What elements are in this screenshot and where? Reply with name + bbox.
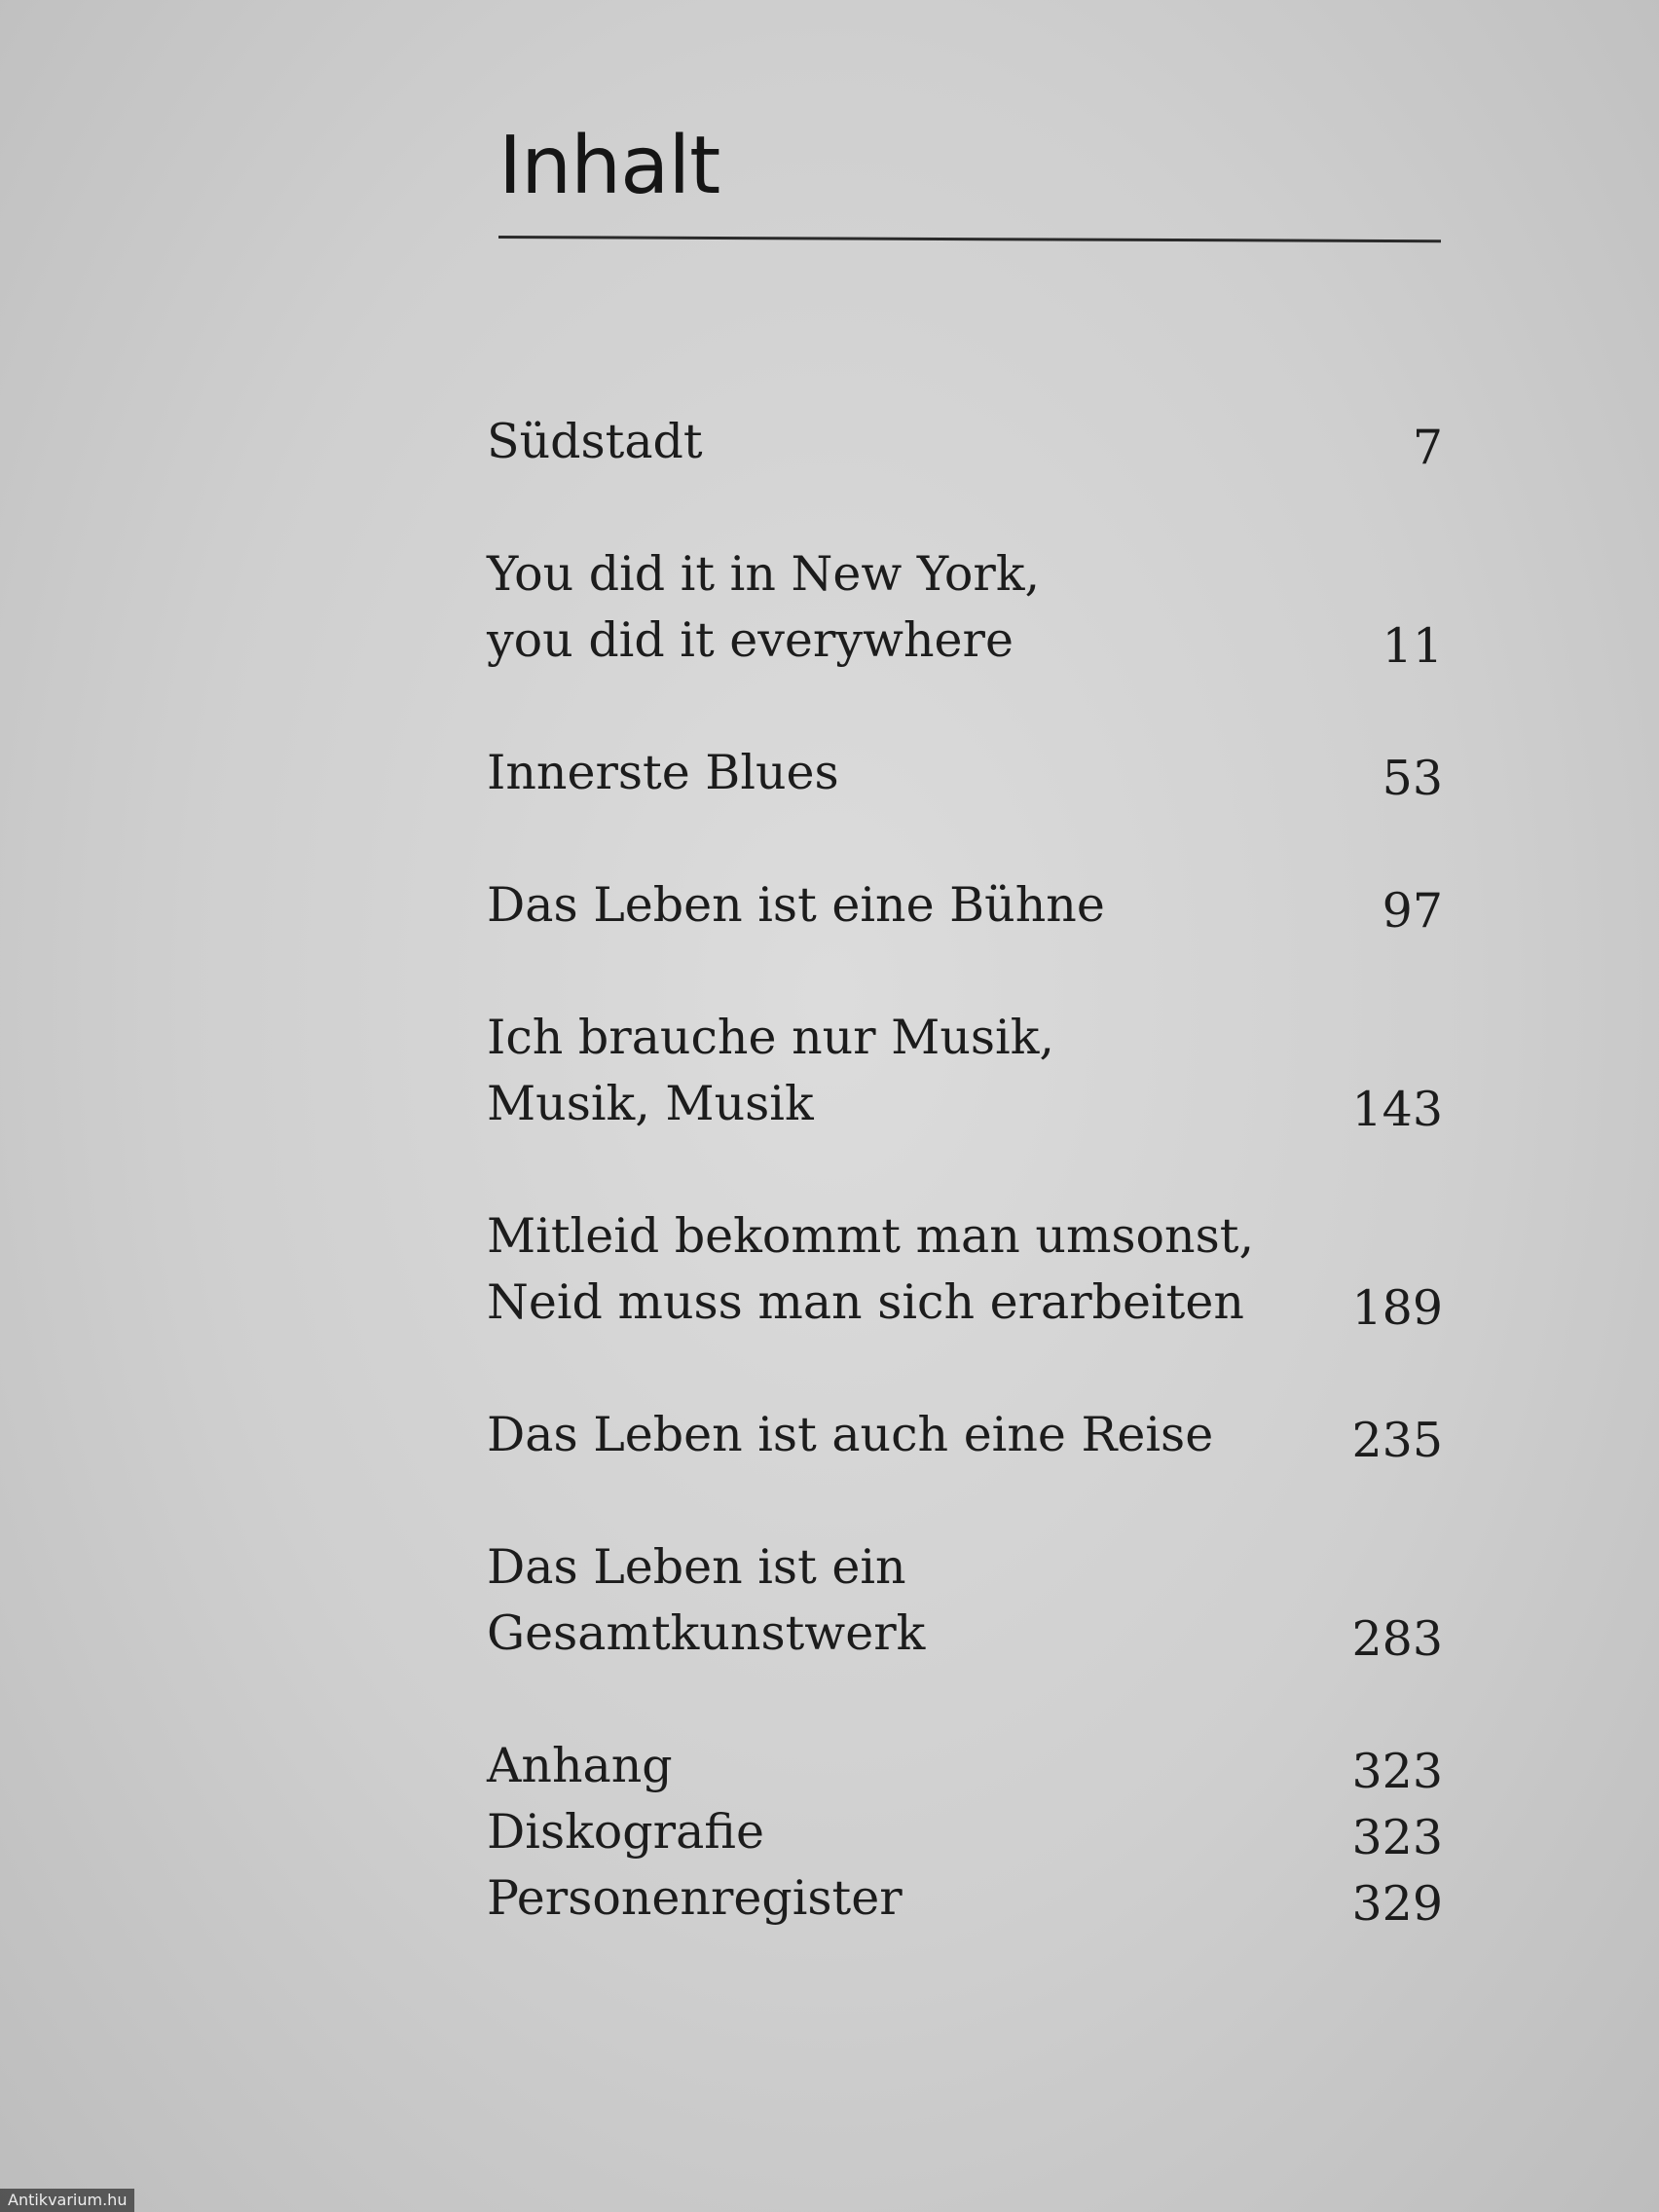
toc-entry-page: 143 (1351, 1082, 1443, 1137)
toc-entry-page: 7 (1412, 420, 1443, 475)
toc-entry (487, 409, 1443, 475)
toc-entry-title-line: Diskografie (487, 1804, 764, 1860)
toc-entry-title (487, 1733, 673, 1799)
toc-entry-title (487, 1865, 903, 1932)
toc-entry-page: 189 (1351, 1280, 1443, 1336)
toc-entry-title-line: Südstadt (487, 414, 703, 469)
toc-entry-title-line: Innerste Blues (487, 745, 839, 800)
table-of-contents (487, 409, 1443, 1932)
page-title: Inhalt (498, 120, 720, 212)
toc-entry-title (487, 409, 703, 475)
toc-entry (487, 740, 1443, 806)
toc-entry-title-line: Das Leben ist auch eine Reise (487, 1407, 1214, 1462)
toc-entry-title (487, 1203, 1254, 1336)
toc-entry (487, 1005, 1443, 1137)
toc-entry (487, 1865, 1443, 1932)
toc-entry-title (487, 1534, 1326, 1667)
toc-entry-title-line: Das Leben ist eine Bühne (487, 877, 1105, 933)
toc-entry-title (487, 740, 839, 806)
toc-entry-title (487, 1005, 1054, 1137)
toc-entry (487, 1534, 1443, 1667)
toc-entry-page: 53 (1382, 751, 1443, 806)
toc-entry-page: 323 (1351, 1744, 1443, 1799)
toc-entry-title (487, 872, 1105, 939)
toc-entry-page: 235 (1351, 1413, 1443, 1468)
toc-entry-page: 283 (1351, 1611, 1443, 1667)
toc-entry-title-line: Neid muss man sich erarbeiten (487, 1274, 1244, 1330)
toc-entry-title-line: You did it in New York, (487, 546, 1041, 602)
toc-entry-title-line: Ich brauche nur Musik, (487, 1010, 1054, 1065)
toc-entry (487, 1203, 1443, 1336)
toc-entry-page: 329 (1351, 1876, 1443, 1932)
toc-entry-title-line: Das Leben ist ein Gesamtkunstwerk (487, 1539, 926, 1661)
toc-entry-title-line: Personenregister (487, 1870, 903, 1926)
toc-entry-page: 323 (1351, 1810, 1443, 1865)
toc-entry-title-line: Anhang (487, 1738, 673, 1793)
toc-entry-title (487, 541, 1040, 674)
toc-entry (487, 1402, 1443, 1468)
toc-entry (487, 541, 1443, 674)
toc-entry-page: 11 (1382, 618, 1443, 674)
toc-entry (487, 1799, 1443, 1865)
heading-rule (498, 236, 1441, 242)
toc-entry (487, 1733, 1443, 1799)
toc-entry-title-line: Mitleid bekommt man umsonst, (487, 1208, 1255, 1264)
toc-entry-title (487, 1799, 764, 1865)
toc-entry-title (487, 1402, 1213, 1468)
toc-entry-title-line: you did it everywhere (487, 612, 1014, 668)
toc-entry (487, 872, 1443, 939)
watermark: Antikvarium.hu (0, 2189, 134, 2212)
toc-entry-page: 97 (1382, 883, 1443, 939)
toc-entry-title-line: Musik, Musik (487, 1076, 814, 1131)
